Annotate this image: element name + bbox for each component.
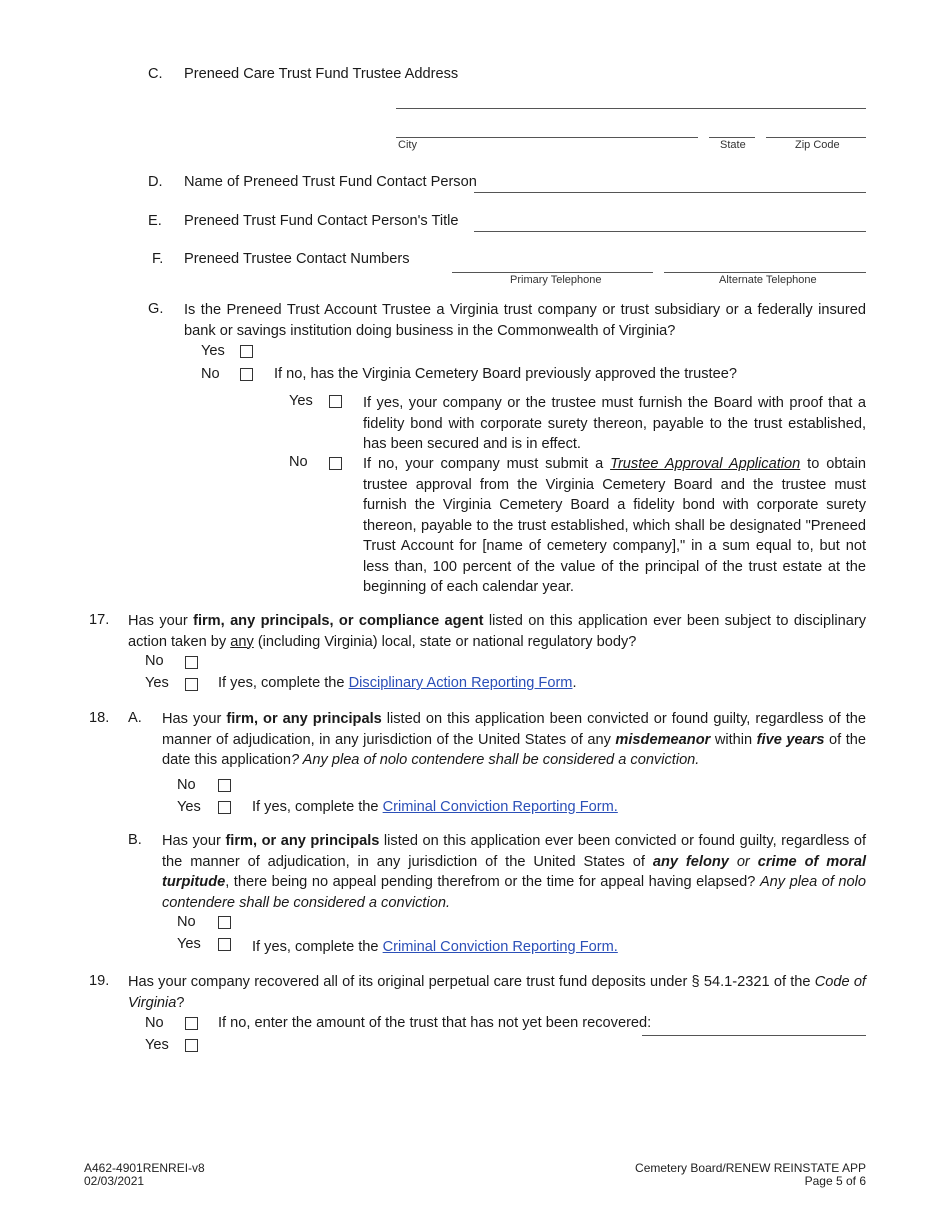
address-state-field[interactable] — [709, 137, 755, 138]
q17-yes-followup: If yes, complete the Disciplinary Action Reporting Form. — [218, 675, 577, 691]
approved-yes-text: If yes, your company or the trustee must furnish the Board with proof that a fidelity bond with corporate surety thereon, payable to the trust established, has been secured and is in effect. — [363, 395, 866, 452]
approved-no-label: No — [289, 454, 308, 470]
contact-title-label: Preneed Trust Fund Contact Person's Title — [184, 213, 459, 229]
city-label: City — [398, 139, 417, 151]
contact-numbers-label: Preneed Trustee Contact Numbers — [184, 251, 410, 267]
q18b-letter: B. — [128, 832, 142, 848]
disciplinary-action-form-link[interactable]: Disciplinary Action Reporting Form — [348, 675, 573, 691]
primary-telephone-field[interactable] — [452, 272, 653, 273]
q19-no-followup: If no, enter the amount of the trust that has not yet been recovered: — [218, 1015, 652, 1031]
q18b-no-label: No — [177, 914, 196, 930]
zip-label: Zip Code — [795, 139, 840, 151]
section-g-question: Is the Preneed Trust Account Trustee a Virginia trust company or trust subsidiary or a federally insured bank or savings institution doing business in the Commonwealth of Virginia? — [184, 302, 866, 339]
q18b-no-checkbox[interactable] — [218, 916, 231, 929]
footer-board: Cemetery Board/RENEW REINSTATE APP — [635, 1161, 866, 1175]
section-e-letter: E. — [148, 213, 162, 229]
q19-number: 19. — [89, 973, 110, 989]
section-g-no-followup: If no, has the Virginia Cemetery Board previously approved the trustee? — [274, 366, 737, 382]
footer-date: 02/03/2021 — [84, 1174, 145, 1188]
q18a-yes-followup: If yes, complete the Criminal Conviction Reporting Form. — [252, 799, 618, 815]
q18a-yes-label: Yes — [177, 799, 201, 815]
contact-title-field[interactable] — [474, 231, 866, 232]
q17-question: Has your firm, any principals, or compliance agent listed on this application ever been subject to disciplinary action taken by any (including Virginia) local, state or national regulatory body? — [128, 613, 867, 650]
footer-left — [84, 1162, 205, 1188]
section-d-letter: D. — [148, 174, 163, 190]
primary-telephone-label: Primary Telephone — [510, 274, 602, 286]
q17-no-checkbox[interactable] — [185, 656, 198, 669]
q18a-letter: A. — [128, 710, 142, 726]
approved-no-text: If no, your company must submit a Trustee Approval Application to obtain trustee approval from the Virginia Cemetery Board and the trustee must furnish the Virginia Cemetery Board a fidelity bond with corporate surety thereon, payable to the trust established, which shall be designated "Preneed Trust Account for [name of cemetery company]," in a sum equal to, but not less than, 100 percent of the value of the principal of the trust estate at the beginning of each calendar year. — [363, 456, 866, 595]
section-g-yes-checkbox[interactable] — [240, 345, 253, 358]
footer-right — [635, 1162, 866, 1188]
section-c-letter: C. — [148, 66, 163, 82]
state-label: State — [720, 139, 746, 151]
section-g-yes-label: Yes — [201, 343, 225, 359]
address-zip-field[interactable] — [766, 137, 866, 138]
q19-question: Has your company recovered all of its original perpetual care trust fund deposits under § 54.1-2321 of the Code of Virginia? — [128, 974, 866, 1011]
section-g-no-checkbox[interactable] — [240, 368, 253, 381]
q18b-yes-checkbox[interactable] — [218, 938, 231, 951]
contact-person-field[interactable] — [474, 192, 866, 193]
section-g-no-label: No — [201, 366, 220, 382]
q17-no-label: No — [145, 653, 164, 669]
unrecovered-amount-field[interactable] — [642, 1035, 866, 1036]
section-c-title: Preneed Care Trust Fund Trustee Address — [184, 66, 459, 82]
q17-number: 17. — [89, 612, 110, 628]
alternate-telephone-field[interactable] — [664, 272, 866, 273]
q18-number: 18. — [89, 710, 110, 726]
section-f-letter: F. — [152, 251, 164, 267]
approved-yes-checkbox[interactable] — [329, 395, 342, 408]
criminal-conviction-form-link-a[interactable]: Criminal Conviction Reporting Form. — [382, 799, 618, 815]
q18a-no-checkbox[interactable] — [218, 779, 231, 792]
q18b-question: Has your firm, or any principals listed on this application ever been convicted or found guilty, regardless of the manner of adjudication, in any jurisdiction of the United States of any felony or crime of moral turpitude, there being no appeal pending therefrom or the time for appeal having elapsed? Any plea of nolo contendere shall be considered a conviction. — [162, 833, 867, 911]
q19-yes-label: Yes — [145, 1037, 169, 1053]
address-city-field[interactable] — [396, 137, 698, 138]
q17-yes-label: Yes — [145, 675, 169, 691]
alternate-telephone-label: Alternate Telephone — [719, 274, 817, 286]
q18a-question: Has your firm, or any principals listed on this application been convicted or found guilty, regardless of the manner of adjudication, in any jurisdiction of the United States of any misdemeanor within five years of the date this application? Any plea of nolo contendere shall be considered a conviction. — [162, 711, 867, 768]
footer-page: Page 5 of 6 — [804, 1174, 866, 1188]
footer-form-id: A462-4901RENREI-v8 — [84, 1161, 205, 1175]
address-street-field[interactable] — [396, 108, 866, 109]
q17-yes-checkbox[interactable] — [185, 678, 198, 691]
q19-no-label: No — [145, 1015, 164, 1031]
trustee-approval-application-title: Trustee Approval Application — [610, 456, 801, 472]
section-g-letter: G. — [148, 301, 164, 317]
approved-no-checkbox[interactable] — [329, 457, 342, 470]
contact-person-label: Name of Preneed Trust Fund Contact Person — [184, 174, 477, 190]
criminal-conviction-form-link-b[interactable]: Criminal Conviction Reporting Form. — [382, 939, 618, 955]
q19-yes-checkbox[interactable] — [185, 1039, 198, 1052]
q18b-yes-followup: If yes, complete the Criminal Conviction Reporting Form. — [252, 939, 618, 955]
q19-no-checkbox[interactable] — [185, 1017, 198, 1030]
approved-yes-label: Yes — [289, 393, 313, 409]
q18b-yes-label: Yes — [177, 936, 201, 952]
q18a-yes-checkbox[interactable] — [218, 801, 231, 814]
q18a-no-label: No — [177, 777, 196, 793]
